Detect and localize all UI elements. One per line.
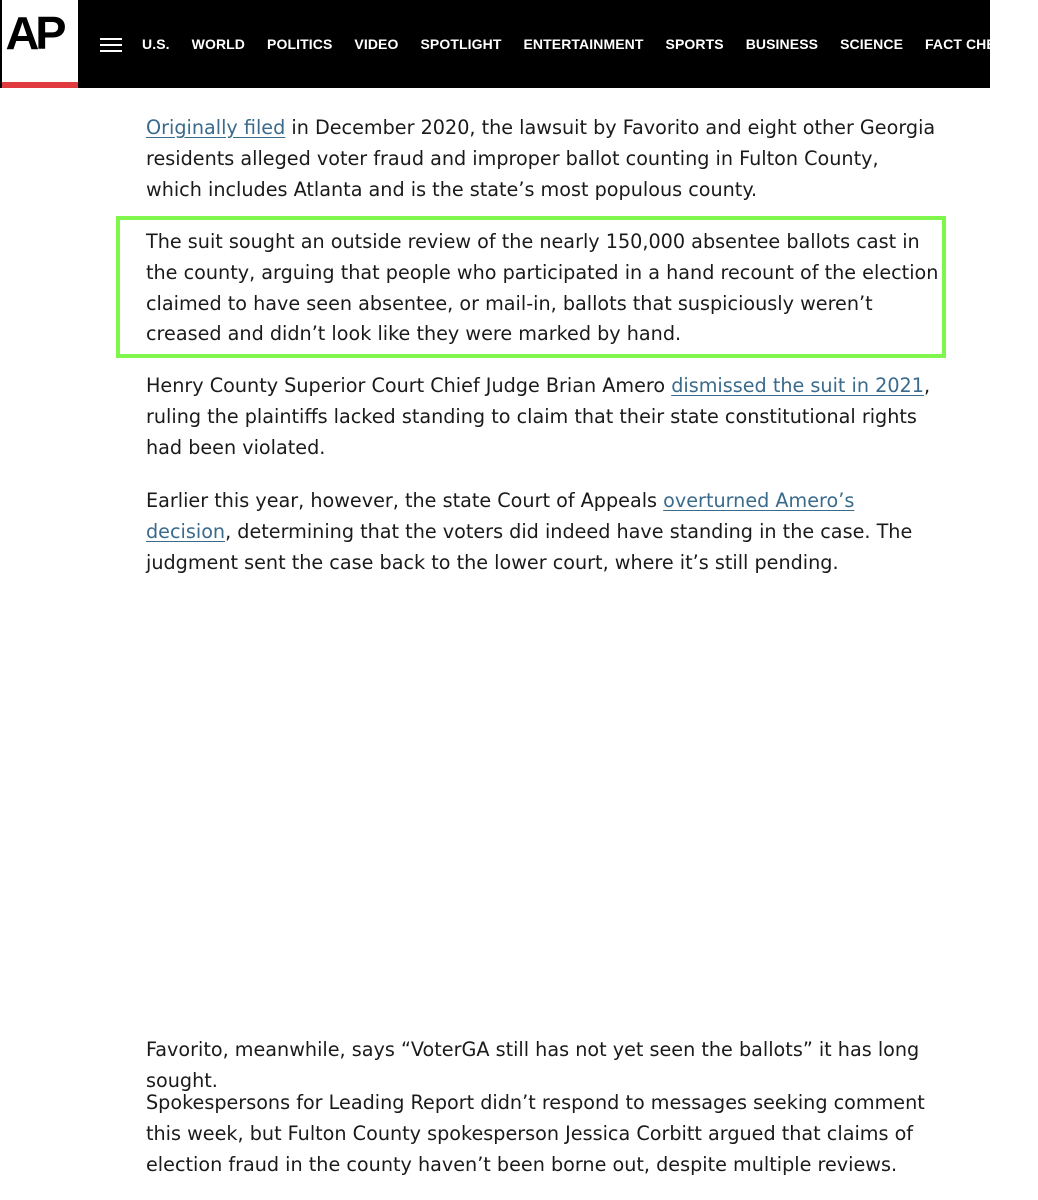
nav-item-world[interactable]: WORLD xyxy=(191,36,246,52)
paragraph-suit-sought xyxy=(146,227,946,350)
link-dismissed-the-suit[interactable]: dismissed the suit in 2021 xyxy=(671,374,924,397)
hamburger-menu-icon[interactable] xyxy=(100,36,122,54)
nav-item-science[interactable]: SCIENCE xyxy=(840,36,904,52)
top-navigation-bar xyxy=(0,0,1017,88)
paragraph-text: , determining that the voters did indeed have standing in the case. The judgment sent the case back to the lower court, where it’s still pending. xyxy=(146,519,913,574)
paragraph-text: , ruling the plaintiffs lacked standing to claim that their state constitutional rights had been violated. xyxy=(146,374,931,459)
paragraph-court-of-appeals xyxy=(146,486,936,578)
nav-item-politics[interactable]: POLITICS xyxy=(267,36,333,52)
paragraph-spokespersons xyxy=(146,1088,936,1180)
ap-logo[interactable] xyxy=(2,0,78,88)
nav-item-business[interactable]: BUSINESS xyxy=(745,36,819,52)
paragraph-text: Earlier this year, however, the state Court of Appeals xyxy=(146,489,664,512)
nav-item-fact-check[interactable]: FACT CHECK xyxy=(925,36,1017,52)
paragraph-text: Spokespersons for Leading Report didn’t respond to messages seeking comment this week, but Fulton County spokesperson Jessica Corbitt argued that claims of election fraud in the county haven’t been borne out, despite multiple reviews. xyxy=(146,1091,925,1176)
paragraph-text: Henry County Superior Court Chief Judge Brian Amero xyxy=(146,374,672,397)
paragraph-text: Favorito, meanwhile, says “VoterGA still has not yet seen the ballots” it has long sought. xyxy=(146,1038,920,1092)
paragraph-text: in December 2020, the lawsuit by Favorito and eight other Georgia residents alleged voter fraud and improper ballot counting in Fulton County, which includes Atlanta and is the state’s most populous county. xyxy=(146,116,936,201)
nav-item-spotlight[interactable]: SPOTLIGHT xyxy=(420,36,502,52)
nav-item-sports[interactable]: SPORTS xyxy=(665,36,724,52)
logo-text: AP xyxy=(5,7,63,59)
paragraph-henry-county xyxy=(146,371,936,463)
section-nav xyxy=(142,0,1038,88)
nav-item-us[interactable]: U.S. xyxy=(142,36,170,52)
link-overturned-decision[interactable]: overturned Amero’s decision xyxy=(146,489,855,543)
link-originally-filed[interactable]: Originally filed xyxy=(146,116,286,139)
paragraph-originally-filed xyxy=(146,113,936,205)
nav-item-video[interactable]: VIDEO xyxy=(354,36,399,52)
nav-item-entertainment[interactable]: ENTERTAINMENT xyxy=(523,36,644,52)
paragraph-text: The suit sought an outside review of the nearly 150,000 absentee ballots cast in the county, arguing that people who participated in a hand recount of the election claimed to have seen absentee, or mail-in, ballots that suspiciously weren’t creased and didn’t look like they were marked by hand. xyxy=(146,230,939,346)
logo-accent-bar xyxy=(2,82,78,88)
